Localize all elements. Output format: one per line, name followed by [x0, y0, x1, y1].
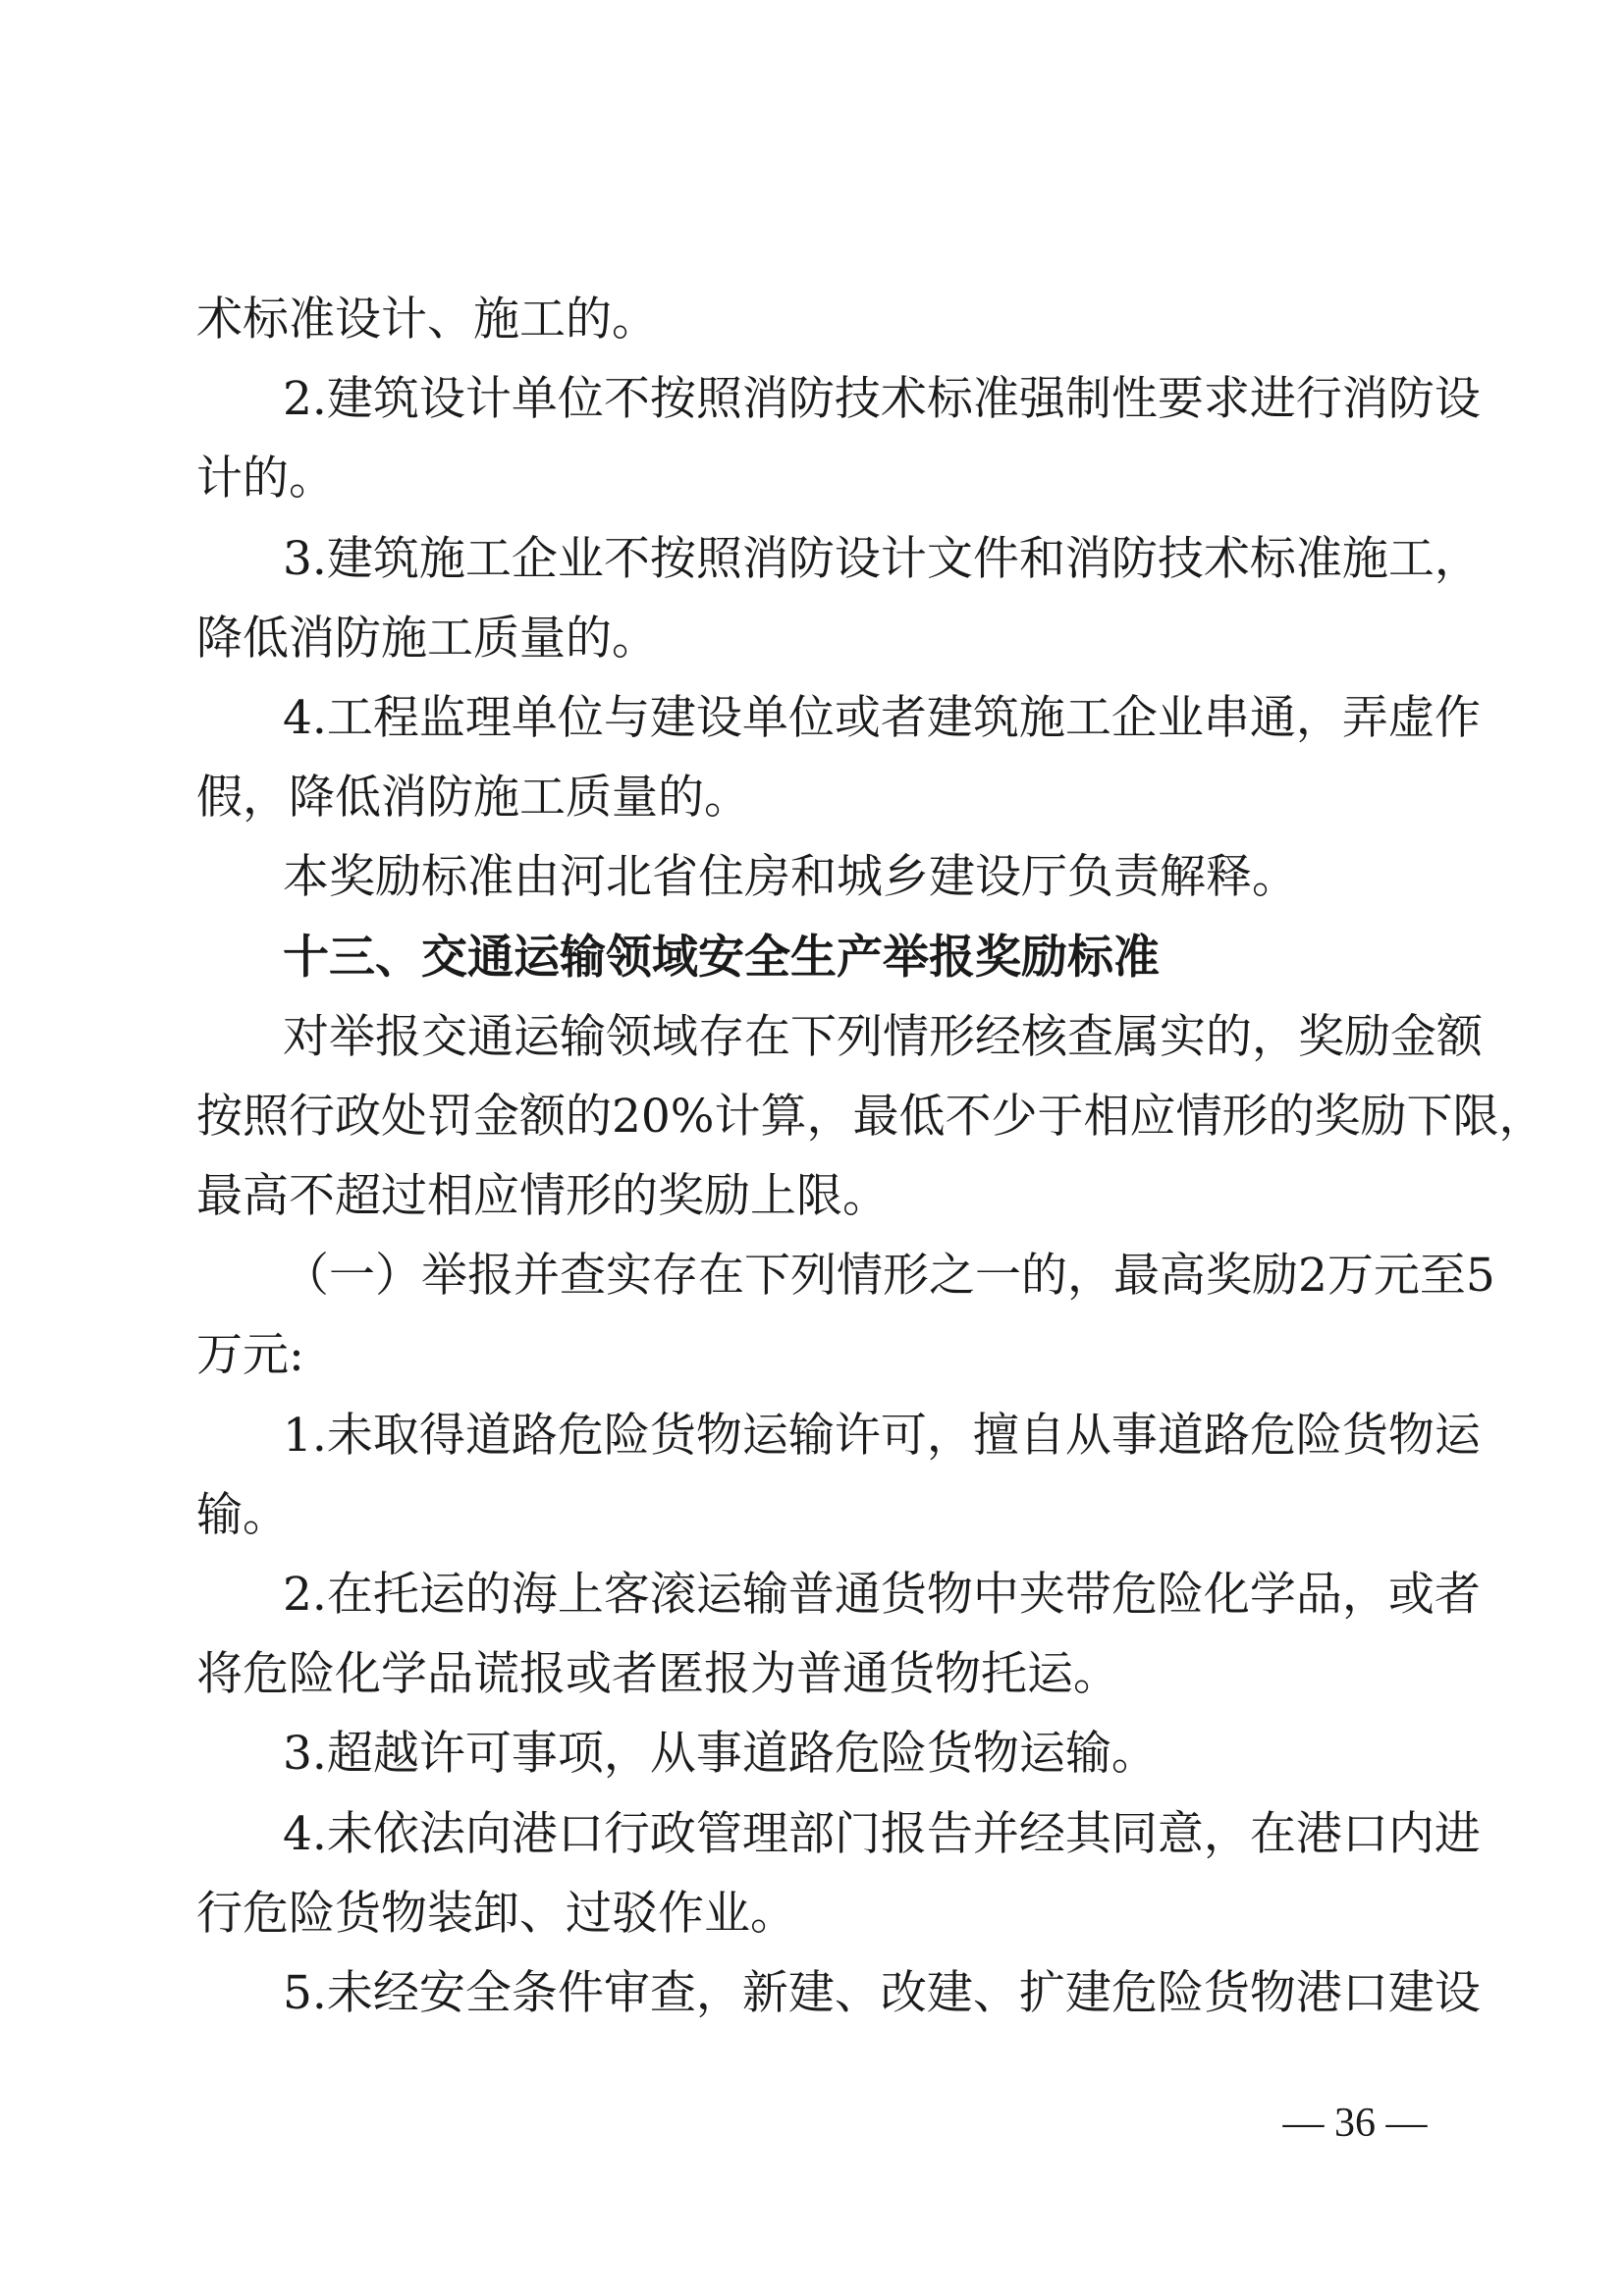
text-line: 本奖励标准由河北省住房和城乡建设厅负责解释。: [283, 850, 1298, 905]
text-line: 2.在托运的海上客滚运输普通货物中夹带危险化学品，或者: [283, 1568, 1481, 1622]
text-line: 按照行政处罚金额的20%计算，最低不少于相应情形的奖励下限，: [196, 1089, 1545, 1144]
text-line: 术标准设计、施工的。: [196, 293, 658, 347]
page-number: — 36 —: [1282, 2101, 1428, 2146]
text-line: 2.建筑设计单位不按照消防技术标准强制性要求进行消防设: [283, 372, 1481, 427]
text-line: 假，降低消防施工质量的。: [196, 771, 750, 826]
text-line: 将危险化学品谎报或者匿报为普通货物托运。: [196, 1647, 1119, 1702]
text-line: 3.建筑施工企业不按照消防设计文件和消防技术标准施工，: [283, 531, 1481, 586]
text-line: 最高不超过相应情形的奖励上限。: [196, 1169, 889, 1224]
text-line: 4.未依法向港口行政管理部门报告并经其同意，在港口内进: [283, 1806, 1481, 1861]
text-line: 万元:: [196, 1328, 304, 1383]
text-line: 输。: [196, 1487, 289, 1542]
text-line: 行危险货物装卸、过驳作业。: [196, 1886, 796, 1941]
text-line: 计的。: [196, 452, 335, 507]
text-line: 5.未经安全条件审查，新建、改建、扩建危险货物港口建设: [283, 1965, 1481, 2020]
text-line: 4.工程监理单位与建设单位或者建筑施工企业串通，弄虚作: [283, 690, 1481, 745]
body-text: [196, 280, 1545, 2033]
text-line: 降低消防施工质量的。: [196, 611, 658, 666]
text-line: 3.超越许可事项，从事道路危险货物运输。: [283, 1727, 1158, 1782]
text-line: 1.未取得道路危险货物运输许可，擅自从事道路危险货物运: [283, 1408, 1481, 1463]
text-line: （一）举报并查实存在下列情形之一的，最高奖励2万元至5: [283, 1249, 1495, 1304]
section-heading: 十三、交通运输领域安全生产举报奖励标准: [283, 930, 1160, 985]
text-line: 对举报交通运输领域存在下列情形经核查属实的，奖励金额: [283, 1009, 1483, 1064]
